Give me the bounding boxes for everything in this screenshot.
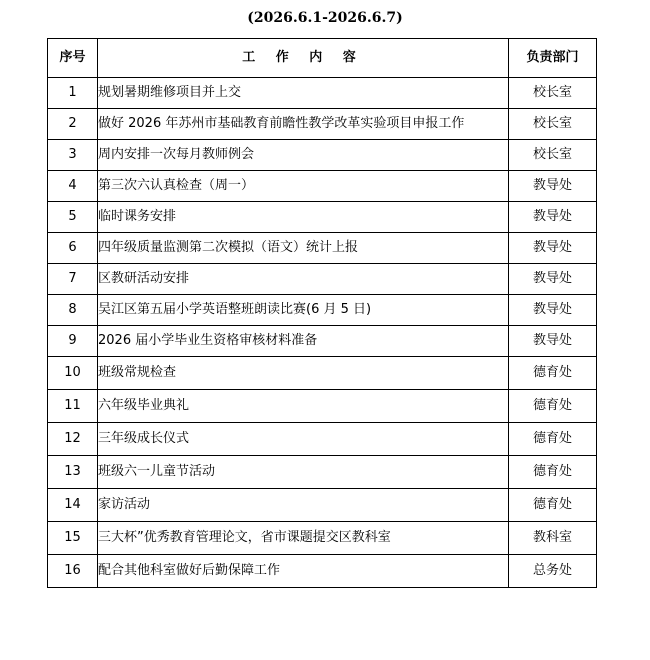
row-number: 8: [48, 295, 98, 326]
row-task: 六年级毕业典礼: [98, 390, 509, 423]
date-range-title: (2026.6.1-2026.6.7): [247, 10, 403, 26]
row-task: 吴江区第五届小学英语整班朗读比赛(6 月 5 日): [98, 295, 509, 326]
row-task: 区教研活动安排: [98, 264, 509, 295]
row-department: 校长室: [509, 140, 597, 171]
row-department: 德育处: [509, 390, 597, 423]
row-number: 9: [48, 326, 98, 357]
row-number: 4: [48, 171, 98, 202]
row-task: 四年级质量监测第二次模拟（语文）统计上报: [98, 233, 509, 264]
header-number: 序号: [48, 39, 98, 78]
row-number: 14: [48, 489, 98, 522]
table-row: [48, 423, 597, 456]
row-department: 教导处: [509, 264, 597, 295]
row-department: 教导处: [509, 171, 597, 202]
row-department: 校长室: [509, 78, 597, 109]
header-department: 负责部门: [509, 39, 597, 78]
table-row: [48, 171, 597, 202]
table-row: [48, 522, 597, 555]
row-task: 周内安排一次每月教师例会: [98, 140, 509, 171]
row-department: 德育处: [509, 423, 597, 456]
table-row: [48, 390, 597, 423]
table-row: [48, 109, 597, 140]
row-department: 教导处: [509, 202, 597, 233]
table-row: [48, 264, 597, 295]
table-row: [48, 295, 597, 326]
row-department: 校长室: [509, 109, 597, 140]
row-number: 5: [48, 202, 98, 233]
table-row: [48, 140, 597, 171]
row-task: 配合其他科室做好后勤保障工作: [98, 555, 509, 588]
row-department: 教导处: [509, 326, 597, 357]
row-department: 总务处: [509, 555, 597, 588]
row-number: 13: [48, 456, 98, 489]
table-row: [48, 456, 597, 489]
row-number: 1: [48, 78, 98, 109]
row-task: 2026 届小学毕业生资格审核材料准备: [98, 326, 509, 357]
row-task: 班级常规检查: [98, 357, 509, 390]
row-department: 教科室: [509, 522, 597, 555]
row-task: 三大杯”优秀教育管理论文，省市课题提交区教科室: [98, 522, 509, 555]
table-row: [48, 202, 597, 233]
row-task: 做好 2026 年苏州市基础教育前瞻性教学改革实验项目申报工作: [98, 109, 509, 140]
work-schedule-table: [47, 38, 597, 588]
row-department: 德育处: [509, 489, 597, 522]
table-body: [48, 78, 597, 588]
row-number: 7: [48, 264, 98, 295]
row-number: 16: [48, 555, 98, 588]
table-row: [48, 357, 597, 390]
table-row: [48, 555, 597, 588]
row-number: 11: [48, 390, 98, 423]
row-number: 3: [48, 140, 98, 171]
table-row: [48, 78, 597, 109]
row-number: 12: [48, 423, 98, 456]
row-task: 临时课务安排: [98, 202, 509, 233]
row-task: 规划暑期维修项目并上交: [98, 78, 509, 109]
table-row: [48, 326, 597, 357]
row-task: 家访活动: [98, 489, 509, 522]
table-header-row: [48, 39, 597, 78]
table-row: [48, 233, 597, 264]
table-row: [48, 489, 597, 522]
header-task: 工 作 内 容: [98, 39, 509, 78]
row-task: 三年级成长仪式: [98, 423, 509, 456]
row-task: 第三次六认真检查（周一）: [98, 171, 509, 202]
row-department: 教导处: [509, 233, 597, 264]
row-task: 班级六一儿童节活动: [98, 456, 509, 489]
row-number: 2: [48, 109, 98, 140]
row-department: 德育处: [509, 357, 597, 390]
row-number: 15: [48, 522, 98, 555]
row-department: 教导处: [509, 295, 597, 326]
row-department: 德育处: [509, 456, 597, 489]
row-number: 6: [48, 233, 98, 264]
row-number: 10: [48, 357, 98, 390]
